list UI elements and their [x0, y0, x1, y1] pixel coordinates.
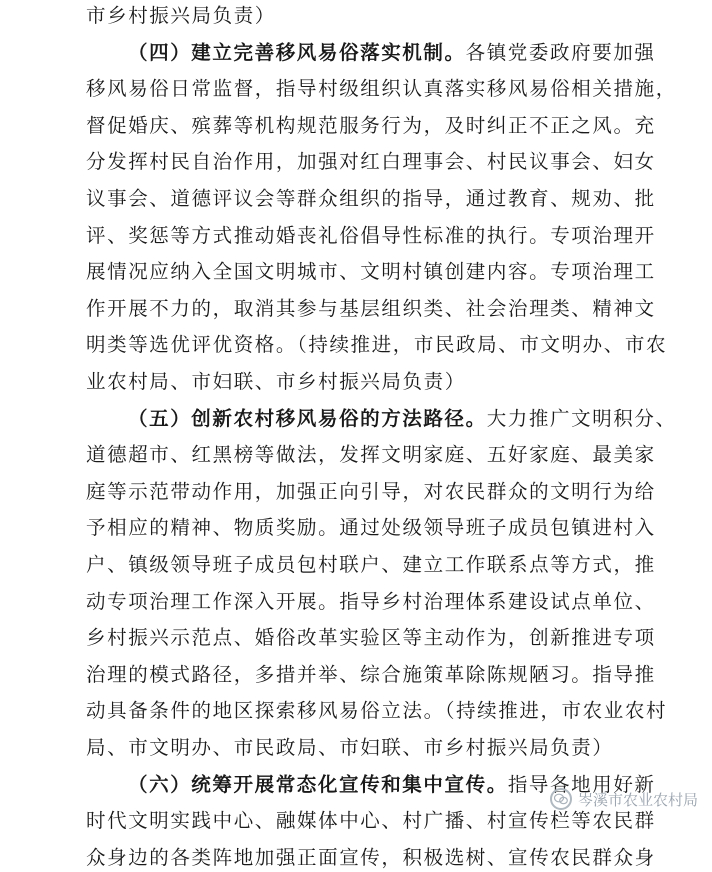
text-line: 明类等选优评优资格。（持续推进，市民政局、市文明办、市农 — [86, 333, 668, 357]
text-line: 予相应的精神、物质奖励。通过处级领导班子成员包镇进村入 — [86, 516, 656, 540]
watermark-text: 岑溪市农业农村局 — [577, 790, 698, 809]
text-line: 动具备条件的地区探索移风易俗立法。（持续推进，市农业农村 — [86, 699, 668, 723]
text-line: 移风易俗日常监督，指导村级组织认真落实移风易俗相关措施， — [86, 77, 677, 101]
text-line: 分发挥村民自治作用，加强对红白理事会、村民议事会、妇女 — [86, 150, 656, 174]
text-line: 业农村局、市妇联、市乡村振兴局负责） — [86, 370, 466, 393]
section-5-heading: （五）创新农村移风易俗的方法路径。 — [128, 406, 487, 430]
text-line: 评、奖惩等方式推动婚丧礼俗倡导性标准的执行。专项治理开 — [86, 223, 656, 247]
text-line: 乡村振兴示范点、婚俗改革实验区等主动作为，创新推进专项 — [86, 626, 656, 650]
text-line: 议事会、道德评议会等群众组织的指导，通过教育、规劝、批 — [86, 187, 656, 210]
section-4-first-line — [128, 39, 688, 67]
wechat-watermark — [550, 788, 698, 810]
section-6-heading: （六）统筹开展常态化宣传和集中宣传。 — [128, 772, 508, 796]
text-line: 庭等示范带动作用，加强正向引导，对农民群众的文明行为给 — [86, 479, 656, 503]
text-line: 督促婚庆、殡葬等机构规范服务行为，及时纠正不正之风。充 — [86, 113, 656, 137]
section-4-line-0: 各镇党委政府要加强 — [465, 40, 656, 64]
section-4-heading: （四）建立完善移风易俗落实机制。 — [128, 40, 466, 64]
text-line: 作开展不力的，取消其参与基层组织类、社会治理类、精神文 — [86, 296, 656, 320]
text-line: 众身边的各类阵地加强正面宣传，积极选树、宣传农民群众身 — [86, 845, 656, 869]
text-line: 动专项治理工作深入开展。指导乡村治理体系建设试点单位、 — [86, 589, 656, 613]
section-5-line-0: 大力推广文明积分、 — [486, 406, 677, 430]
text-line: 时代文明实践中心、融媒体中心、村广播、村宣传栏等农民群 — [86, 809, 656, 833]
text-line: 道德超市、红黑榜等做法，发挥文明家庭、五好家庭、最美家 — [86, 443, 656, 467]
text-line: 治理的模式路径，多措并举、综合施策革除陈规陋习。指导推 — [86, 662, 656, 686]
section-6-line-0: 指导各地用好新 — [507, 772, 656, 796]
wechat-logo-icon — [550, 788, 572, 810]
text-line: 展情况应纳入全国文明城市、文明村镇创建内容。专项治理工 — [86, 260, 656, 284]
text-line: 户、镇级领导班子成员包村联户、建立工作联系点等方式，推 — [86, 553, 656, 576]
text-line: 局、市文明办、市民政局、市妇联、市乡村振兴局负责） — [86, 736, 614, 759]
text-line: 市乡村振兴局负责） — [86, 4, 276, 27]
section-5-first-line — [128, 405, 688, 433]
